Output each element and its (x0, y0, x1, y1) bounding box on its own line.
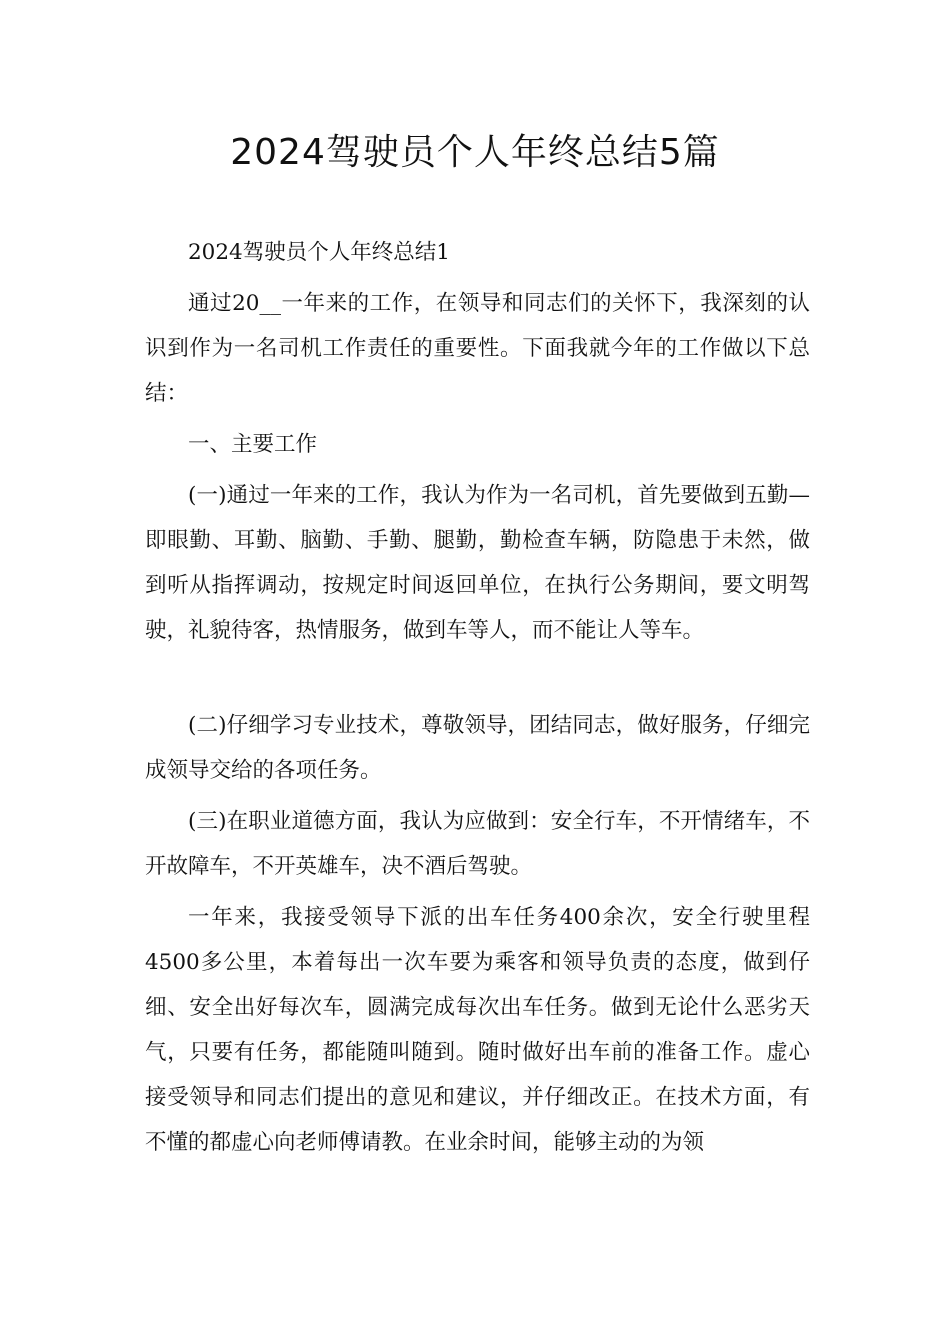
section-heading: 2024驾驶员个人年终总结1 (188, 240, 450, 265)
paragraph: (二)仔细学习专业技术，尊敬领导，团结同志，做好服务，仔细完成领导交给的各项任务。 (145, 713, 810, 783)
document-title: 2024驾驶员个人年终总结5篇 (230, 132, 720, 173)
paragraph: (一)通过一年来的工作，我认为作为一名司机，首先要做到五勤—即眼勤、耳勤、脑勤、手勤、腿勤，勤检查车辆，防隐患于未然，做到听从指挥调动，按规定时间返回单位，在执行公务期间，要文明驾驶，礼貌待客，热情服务，做到车等人，而不能让人等车。 (145, 483, 810, 643)
document-body (145, 230, 810, 1171)
paragraph: 一年来，我接受领导下派的出车任务400余次，安全行驶里程4500多公里，本着每出一次车要为乘客和领导负责的态度，做到仔细、安全出好每次车，圆满完成每次出车任务。做到无论什么恶劣天气，只要有任务，都能随叫随到。随时做好出车前的准备工作。虚心接受领导和同志们提出的意见和建议，并仔细改正。在技术方面，有不懂的都虚心向老师傅请教。在业余时间，能够主动的为领 (145, 905, 810, 1155)
subsection-heading: 一、主要工作 (188, 432, 318, 457)
paragraph: (三)在职业道德方面，我认为应做到：安全行车，不开情绪车，不开故障车，不开英雄车，决不酒后驾驶。 (145, 809, 810, 879)
paragraph: 通过20__一年来的工作，在领导和同志们的关怀下，我深刻的认识到作为一名司机工作责任的重要性。下面我就今年的工作做以下总结： (145, 291, 810, 406)
